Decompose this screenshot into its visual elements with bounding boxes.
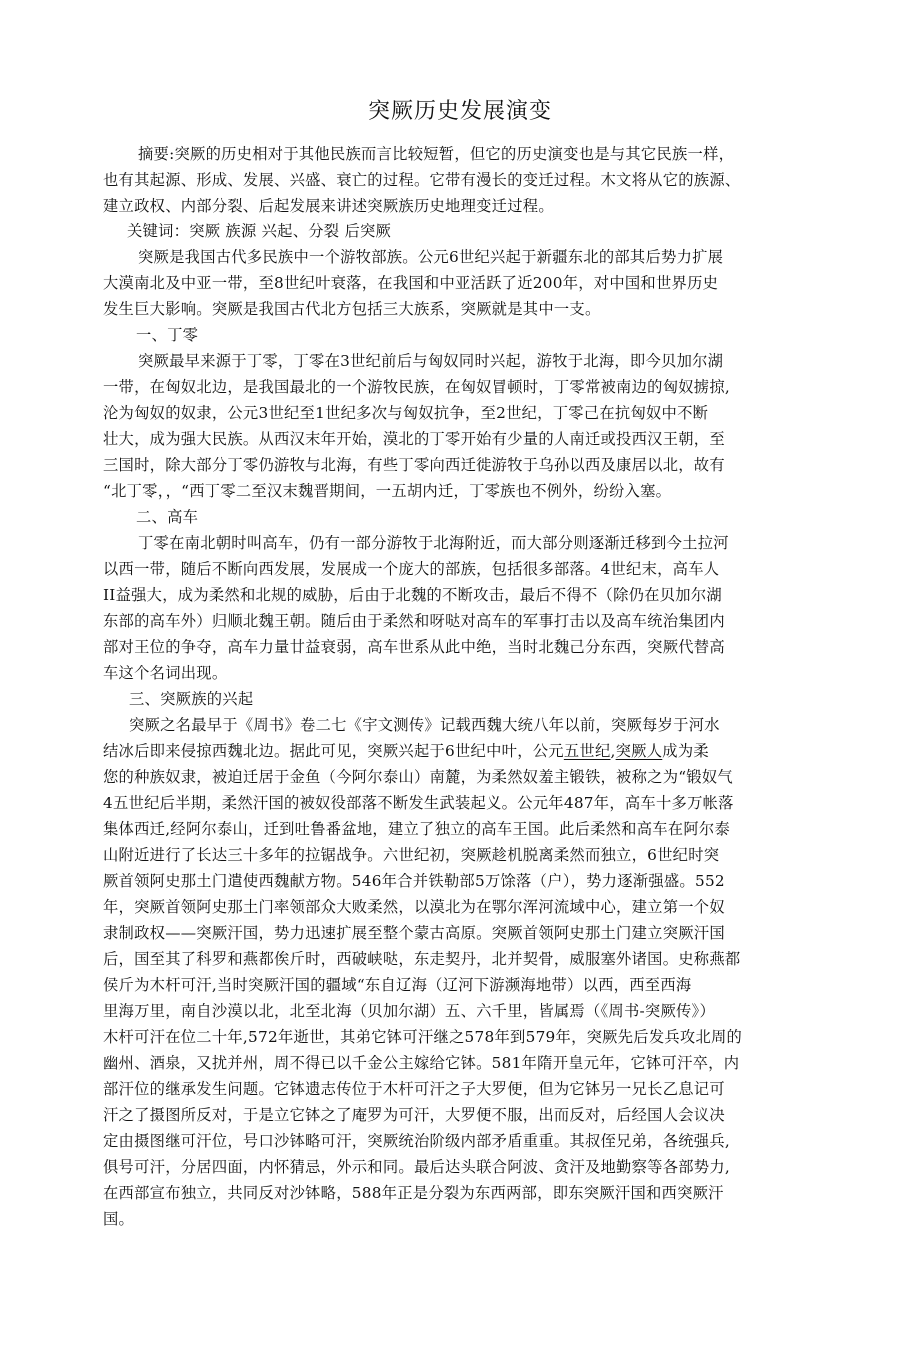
- rise-line-20: 国。: [103, 1210, 135, 1228]
- rise-line-14: 幽州、酒泉，又扰并州，周不得已以千金公主嫁给它钵。581年隋开皇元年，它钵可汗卒，内: [103, 1054, 740, 1072]
- rise-line-10: 后，国至其了科罗和燕都俟斤时，西破峡哒，东走契丹，北并契骨，威服塞外诸国。史称燕都: [103, 950, 741, 968]
- intro-line-3: 发生巨大影响。突厥是我国古代北方包括三大族系，突厥就是其中一支。: [103, 300, 601, 318]
- rise-line-6: 山附近进行了长达三十多年的拉锯战争。六世纪初，突厥趁机脱离柔然而独立，6世纪时突: [103, 846, 720, 864]
- dingling-line-2: 一带，在匈奴北边，是我国最北的一个游牧民族，在匈奴冒顿时，丁零常被南边的匈奴掳掠,: [103, 378, 730, 396]
- document-title: 突厥历史发展演变: [367, 99, 552, 124]
- rise-line-7: 厥首领阿史那土门遣使西魏献方物。546年合并铁勒部5万馀落（户），势力逐渐强盛。552: [103, 872, 725, 890]
- rise-line-1: 突厥之名最早于《周书》卷二七《宇文测传》记载西魏大统八年以前，突厥每岁于河水: [129, 716, 720, 734]
- intro-line-2: 大漠南北及中亚一带，至8世纪叶衰落，在我国和中亚活跃了近200年，对中国和世界历史: [103, 274, 719, 292]
- link-tujueren[interactable]: 突厥人: [615, 742, 663, 760]
- rise-line-19: 在西部宣布独立，共同反对沙钵略，588年正是分裂为东西两部，即东突厥汗国和西突厥汗: [103, 1184, 724, 1202]
- dingling-line-5: 三国时，除大部分丁零仍游牧与北海，有些丁零向西迁徙游牧于乌孙以西及康居以北，故有: [103, 456, 725, 474]
- rise-line-9: 隶制政权——突厥汗国，势力迅速扩展至整个蒙古高原。突厥首领阿史那土门建立突厥汗国: [103, 924, 725, 942]
- abstract-line-1: 摘要:突厥的历史相对于其他民族而言比较短暂，但它的历史演变也是与其它民族一样，: [138, 145, 735, 163]
- dingling-line-6: “北丁零，，“西丁零二至汉末魏晋期间，一五胡内迁，丁零族也不例外，纷纷入塞。: [103, 482, 672, 500]
- rise-line-3: 您的种族奴隶，被迫迁居于金鱼（今阿尔泰山）南麓，为柔然奴羞主锻铁，被称之为“锻奴气: [103, 768, 733, 786]
- rise-line-4: 4五世纪后半期，柔然汗国的被奴役部落不断发生武装起义。公元年487年，高车十多万帐落: [103, 794, 734, 812]
- rise-line-13: 木杆可汗在位二十年,572年逝世，其弟它钵可汗继之578年到579年，突厥先后发兵攻北周的: [103, 1028, 743, 1046]
- rise-line-2-comma: ,: [610, 742, 616, 760]
- section-heading-dingling: 一、丁零: [136, 326, 199, 344]
- rise-line-11: 侯斤为木杆可汗,当时突厥汗国的疆域“东自辽海（辽河下游濒海地带）以西，西至西海: [103, 976, 692, 994]
- intro-line-1: 突厥是我国古代多民族中一个游牧部族。公元6世纪兴起于新疆东北的部其后势力扩展: [138, 248, 724, 266]
- rise-line-5: 集体西迁,经阿尔泰山，迁到吐鲁番盆地，建立了独立的高车王国。此后柔然和高车在阿尔泰: [103, 820, 730, 838]
- rise-line-17: 定由摄图继可汗位，号口沙钵略可汗，突厥统治阶级内部矛盾重重。其叔侄兄弟，各统强兵,: [103, 1132, 730, 1150]
- link-wushiji[interactable]: 五世纪: [563, 742, 611, 760]
- rise-line-2-text: 结冰后即来侵掠西魏北边。据此可见，突厥兴起于6世纪中叶，公元: [103, 742, 564, 760]
- gaoche-line-1: 丁零在南北朝时叫高车，仍有一部分游牧于北海附近，而大部分则逐渐迁移到今土拉河: [138, 534, 729, 552]
- section-heading-rise: 三、突厥族的兴起: [129, 690, 254, 708]
- abstract-line-2: 也有其起源、形成、发展、兴盛、衰亡的过程。它带有漫长的变迁过程。木文将从它的族源、: [103, 171, 741, 189]
- keywords-line: 关键词：突厥 族源 兴起、分裂 后突厥: [127, 222, 392, 240]
- dingling-line-4: 壮大，成为强大民族。从西汉末年开始，漠北的丁零开始有少量的人南迁或投西汉王朝，至: [103, 430, 725, 448]
- gaoche-line-3: II益强大，成为柔然和北规的威胁，后由于北魏的不断攻击，最后不得不（除仍在贝加尔湖: [103, 586, 722, 604]
- dingling-line-1: 突厥最早来源于丁零，丁零在3世纪前后与匈奴同时兴起，游牧于北海，即今贝加尔湖: [138, 352, 724, 370]
- rise-line-8: 年，突厥首领阿史那土门率领部众大败柔然，以漠北为在鄂尔浑河流域中心，建立第一个奴: [103, 898, 725, 916]
- rise-line-12: 里海万里，南自沙漠以北，北至北海（贝加尔湖）五、六千里，皆属焉（《周书-突厥传》）: [103, 1002, 715, 1020]
- rise-line-2-tail: 成为柔: [662, 742, 709, 760]
- dingling-line-3: 沦为匈奴的奴隶，公元3世纪至1世纪多次与匈奴抗争，至2世纪，丁零己在抗匈奴中不断: [103, 404, 709, 422]
- rise-line-2: [103, 741, 709, 761]
- gaoche-line-6: 车这个名词出现。: [103, 664, 228, 682]
- rise-line-15: 部汗位的继承发生问题。它钵遗志传位于木杆可汗之子大罗便，但为它钵另一兄长乙息记可: [103, 1080, 725, 1098]
- section-heading-gaoche: 二、高车: [136, 508, 199, 526]
- rise-line-16: 汗之了摄图所反对，于是立它钵之了庵罗为可汗，大罗便不服，出而反对，后经国人会议决: [103, 1106, 725, 1124]
- gaoche-line-5: 部对王位的争夺，高车力量廿益衰弱，高车世系从此中绝，当时北魏己分东西，突厥代替高: [103, 638, 725, 656]
- rise-line-18: 俱号可汗，分居四面，内怀猜忌，外示和同。最后达头联合阿波、贪汗及地勤察等各部势力,: [103, 1158, 730, 1176]
- gaoche-line-2: 以西一带，随后不断向西发展，发展成一个庞大的部族，包括很多部落。4世纪末，高车人: [103, 560, 720, 578]
- abstract-line-3: 建立政权、内部分裂、后起发展来讲述突厥族历史地理变迁过程。: [103, 197, 554, 215]
- gaoche-line-4: 东部的高车外）归顺北魏王朝。随后由于柔然和呀哒对高车的军事打击以及高车统治集团内: [103, 612, 725, 630]
